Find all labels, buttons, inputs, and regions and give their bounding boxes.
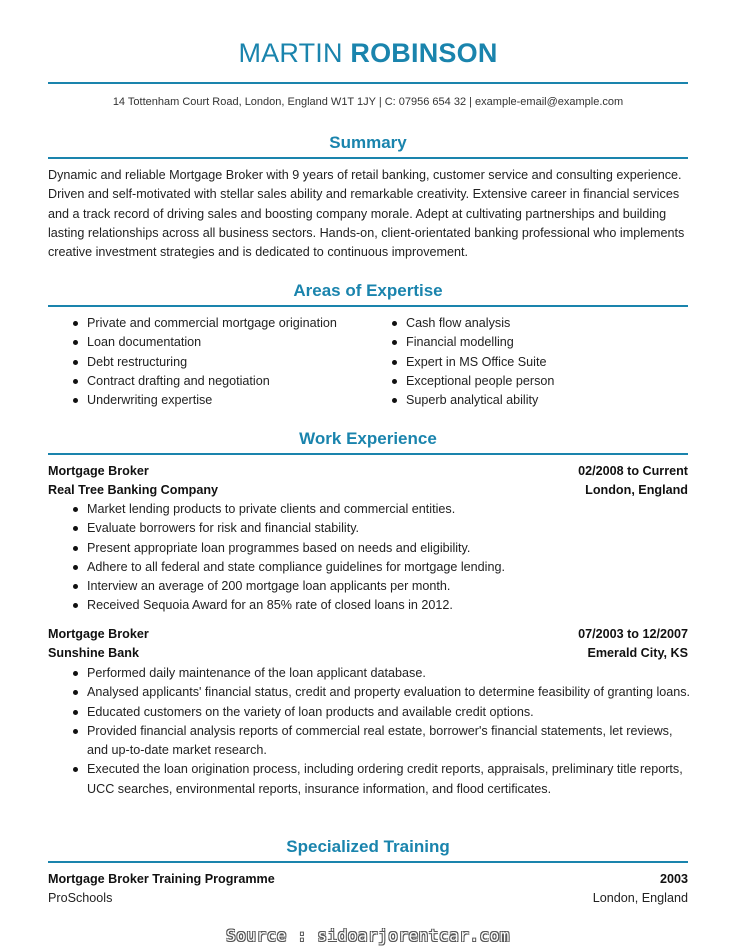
list-item: Underwriting expertise bbox=[48, 391, 388, 410]
expertise-list-left bbox=[48, 314, 388, 410]
training-details bbox=[48, 889, 688, 908]
list-item: Educated customers on the variety of loan products and available credit options. bbox=[48, 703, 693, 722]
list-item: Loan documentation bbox=[48, 333, 388, 352]
list-item: Evaluate borrowers for risk and financial stability. bbox=[48, 519, 693, 538]
job-location: Emerald City, KS bbox=[587, 646, 688, 660]
list-item: Private and commercial mortgage origination bbox=[48, 314, 388, 333]
summary-text: Dynamic and reliable Mortgage Broker with 9 years of retail banking, customer service and consulting experience. Driven and self-motivated with stellar sales ability and remarkable creativity. Extensive career in financial services and a track record of driving sales and boosting company morale. Adept at cultivating partnerships and building lasting relationships across all business sectors. Hands-on, client-orientated banking professional who implements creative investment strategies and is dedicated to continuous improvement. bbox=[48, 168, 685, 260]
training-year: 2003 bbox=[659, 872, 688, 886]
training-divider bbox=[48, 861, 688, 863]
list-item: Expert in MS Office Suite bbox=[367, 353, 687, 372]
list-item: Executed the loan origination process, including ordering credit reports, appraisals, preliminary title reports, UCC searches, environmental reports, insurance information, and flood certificates. bbox=[48, 760, 693, 799]
summary-divider bbox=[48, 157, 688, 159]
list-item: Performed daily maintenance of the loan applicant database. bbox=[48, 664, 693, 683]
list-item: Adhere to all federal and state compliance guidelines for mortgage lending. bbox=[48, 558, 693, 577]
list-item: Superb analytical ability bbox=[367, 391, 687, 410]
list-item: Exceptional people person bbox=[367, 372, 687, 391]
list-item: Contract drafting and negotiation bbox=[48, 372, 388, 391]
job-1-employer bbox=[48, 481, 688, 500]
job-2-duties bbox=[48, 664, 693, 799]
job-1-duties bbox=[48, 500, 693, 616]
list-item: Market lending products to private clients and commercial entities. bbox=[48, 500, 693, 519]
contact-line: 14 Tottenham Court Road, London, England W1T 1JY | C: 07956 654 32 | example-email@example.com bbox=[112, 96, 624, 108]
source-watermark: Source : sidoarjorentcar.com bbox=[226, 926, 510, 945]
training-program: Mortgage Broker Training Programme bbox=[48, 872, 275, 886]
list-item: Present appropriate loan programmes based on needs and eligibility. bbox=[48, 539, 693, 558]
job-location: London, England bbox=[585, 483, 688, 497]
company-name: Sunshine Bank bbox=[48, 646, 139, 660]
job-dates: 07/2003 to 12/2007 bbox=[578, 627, 688, 641]
list-item: Received Sequoia Award for an 85% rate of closed loans in 2012. bbox=[48, 596, 693, 615]
training-header bbox=[48, 870, 688, 889]
last-name: ROBINSON bbox=[350, 38, 498, 68]
training-location: London, England bbox=[592, 891, 688, 905]
expertise-heading: Areas of Expertise bbox=[293, 281, 443, 300]
training-school: ProSchools bbox=[48, 891, 113, 905]
first-name: MARTIN bbox=[238, 38, 343, 68]
job-title: Mortgage Broker bbox=[48, 464, 149, 478]
job-dates: 02/2008 to Current bbox=[578, 464, 688, 478]
work-divider bbox=[48, 453, 688, 455]
list-item: Cash flow analysis bbox=[367, 314, 687, 333]
work-heading: Work Experience bbox=[299, 429, 437, 448]
training-heading: Specialized Training bbox=[286, 837, 450, 856]
list-item: Analysed applicants' financial status, credit and property evaluation to determine feasibility of granting loans. bbox=[48, 683, 693, 702]
list-item: Interview an average of 200 mortgage loan applicants per month. bbox=[48, 577, 693, 596]
list-item: Provided financial analysis reports of commercial real estate, borrower's financial statements, let reviews, and up-to-date market research. bbox=[48, 722, 693, 761]
summary-heading: Summary bbox=[329, 133, 407, 152]
candidate-name bbox=[0, 38, 736, 69]
header-divider bbox=[48, 82, 688, 84]
job-2-header bbox=[48, 625, 688, 644]
job-2-employer bbox=[48, 644, 688, 663]
job-title: Mortgage Broker bbox=[48, 627, 149, 641]
job-1-header bbox=[48, 462, 688, 481]
expertise-list-right bbox=[367, 314, 687, 410]
list-item: Debt restructuring bbox=[48, 353, 388, 372]
expertise-divider bbox=[48, 305, 688, 307]
company-name: Real Tree Banking Company bbox=[48, 483, 219, 497]
list-item: Financial modelling bbox=[367, 333, 687, 352]
